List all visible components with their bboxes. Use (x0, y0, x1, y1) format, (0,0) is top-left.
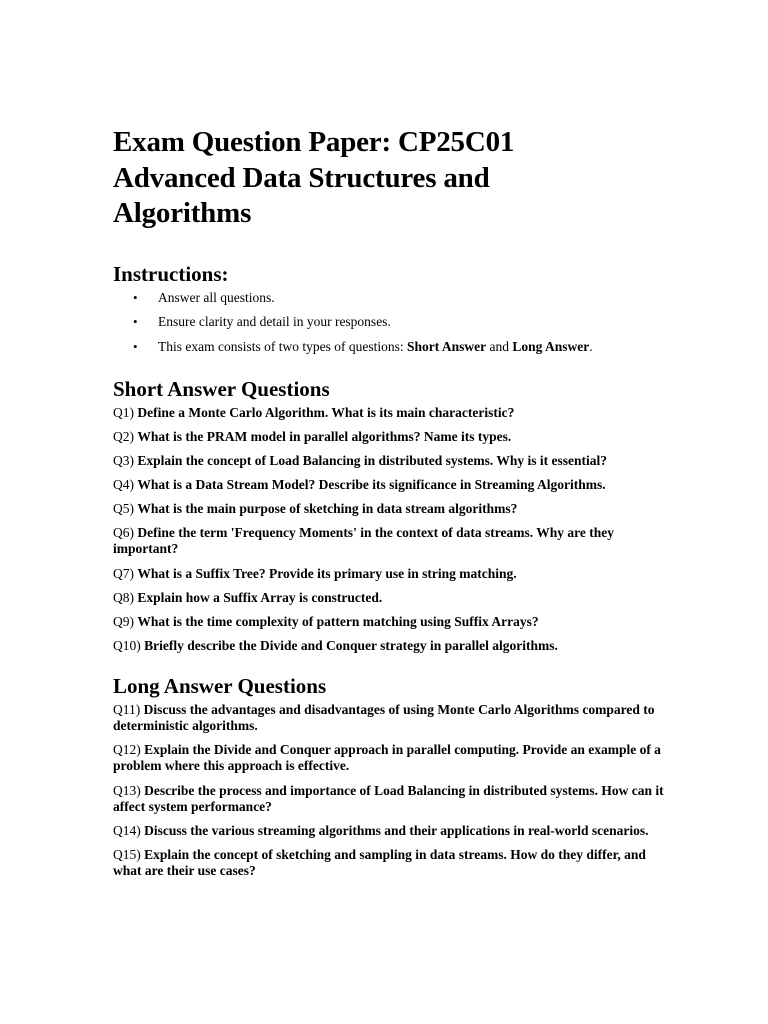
question-text: Discuss the advantages and disadvantages of using Monte Carlo Algorithms compared to deterministic algorithms. (113, 702, 655, 734)
short-answer-label: Short Answer (406, 338, 487, 354)
question-number: Q13) (113, 782, 141, 798)
question-text: What is a Data Stream Model? Describe its significance in Streaming Algorithms. (137, 477, 606, 493)
instruction-item (133, 338, 668, 355)
question-text: Explain the concept of sketching and sampling in data streams. How do they differ, and what are their use cases? (113, 846, 646, 878)
instruction-item (133, 289, 668, 306)
question-item (113, 783, 668, 815)
question-item (113, 638, 668, 654)
bullet-icon: • (133, 338, 138, 354)
question-text: What is the main purpose of sketching in data stream algorithms? (137, 501, 518, 517)
question-number: Q12) (113, 742, 141, 758)
question-item (113, 453, 668, 469)
question-text: What is the time complexity of pattern matching using Suffix Arrays? (137, 614, 539, 629)
question-text: What is the PRAM model in parallel algorithms? Name its types. (137, 428, 512, 444)
short-answer-heading: Short Answer Questions (113, 376, 330, 401)
long-answer-label: Long Answer (512, 338, 590, 354)
title-line-1: Exam Question Paper: CP25C01 (113, 126, 515, 158)
title-line-2: Advanced Data Structures and (113, 161, 490, 194)
question-text: What is a Suffix Tree? Provide its primary use in string matching. (137, 565, 517, 581)
instructions-heading: Instructions: (113, 261, 229, 286)
question-item (113, 566, 668, 582)
question-item (113, 405, 668, 421)
question-number: Q3) (113, 452, 134, 468)
question-text: Briefly describe the Divide and Conquer strategy in parallel algorithms. (144, 638, 558, 654)
instruction-text-mid: and (486, 338, 513, 354)
question-number: Q6) (113, 525, 134, 541)
question-item (113, 702, 668, 734)
question-number: Q15) (113, 846, 141, 862)
question-number: Q11) (113, 702, 141, 718)
question-text: Describe the process and importance of Load Balancing in distributed systems. How can it affect system performance? (113, 782, 664, 814)
question-item (113, 429, 668, 445)
question-number: Q8) (113, 589, 134, 605)
instructions-list (113, 290, 668, 355)
question-item (113, 742, 668, 774)
question-text: Define the term 'Frequency Moments' in the context of data streams. Why are they important? (113, 525, 615, 557)
question-item (113, 614, 668, 630)
question-number: Q4) (113, 477, 134, 493)
question-number: Q2) (113, 428, 134, 444)
instruction-item (133, 314, 668, 330)
long-answer-heading: Long Answer Questions (113, 674, 327, 699)
question-item (113, 847, 668, 879)
instruction-text-prefix: This exam consists of two types of questions: (158, 338, 407, 354)
question-item (113, 525, 668, 557)
question-text: Discuss the various streaming algorithms and their applications in real-world scenarios. (144, 822, 649, 838)
question-item (113, 501, 668, 517)
question-text: Explain the concept of Load Balancing in distributed systems. Why is it essential? (137, 452, 608, 468)
question-text: Explain the Divide and Conquer approach in parallel computing. Provide an example of a problem where this approach is effective. (113, 742, 661, 774)
question-number: Q10) (113, 638, 141, 654)
question-text: Explain how a Suffix Array is constructed. (137, 589, 383, 605)
question-number: Q9) (113, 614, 134, 629)
question-item (113, 590, 668, 606)
question-number: Q1) (113, 404, 134, 420)
instruction-text: Answer all questions. (158, 289, 275, 305)
bullet-icon: • (133, 289, 138, 305)
question-item (113, 477, 668, 493)
question-number: Q5) (113, 501, 134, 517)
question-item (113, 823, 668, 839)
question-text: Define a Monte Carlo Algorithm. What is its main characteristic? (137, 404, 515, 420)
document-title (113, 125, 668, 232)
title-line-3: Algorithms (113, 197, 252, 229)
long-answer-list (113, 702, 668, 879)
bullet-icon: • (133, 314, 138, 329)
question-number: Q14) (113, 822, 141, 838)
instruction-text-suffix: . (589, 338, 593, 354)
question-number: Q7) (113, 565, 134, 581)
short-answer-list (113, 405, 668, 655)
instruction-text: Ensure clarity and detail in your responses. (158, 314, 391, 329)
